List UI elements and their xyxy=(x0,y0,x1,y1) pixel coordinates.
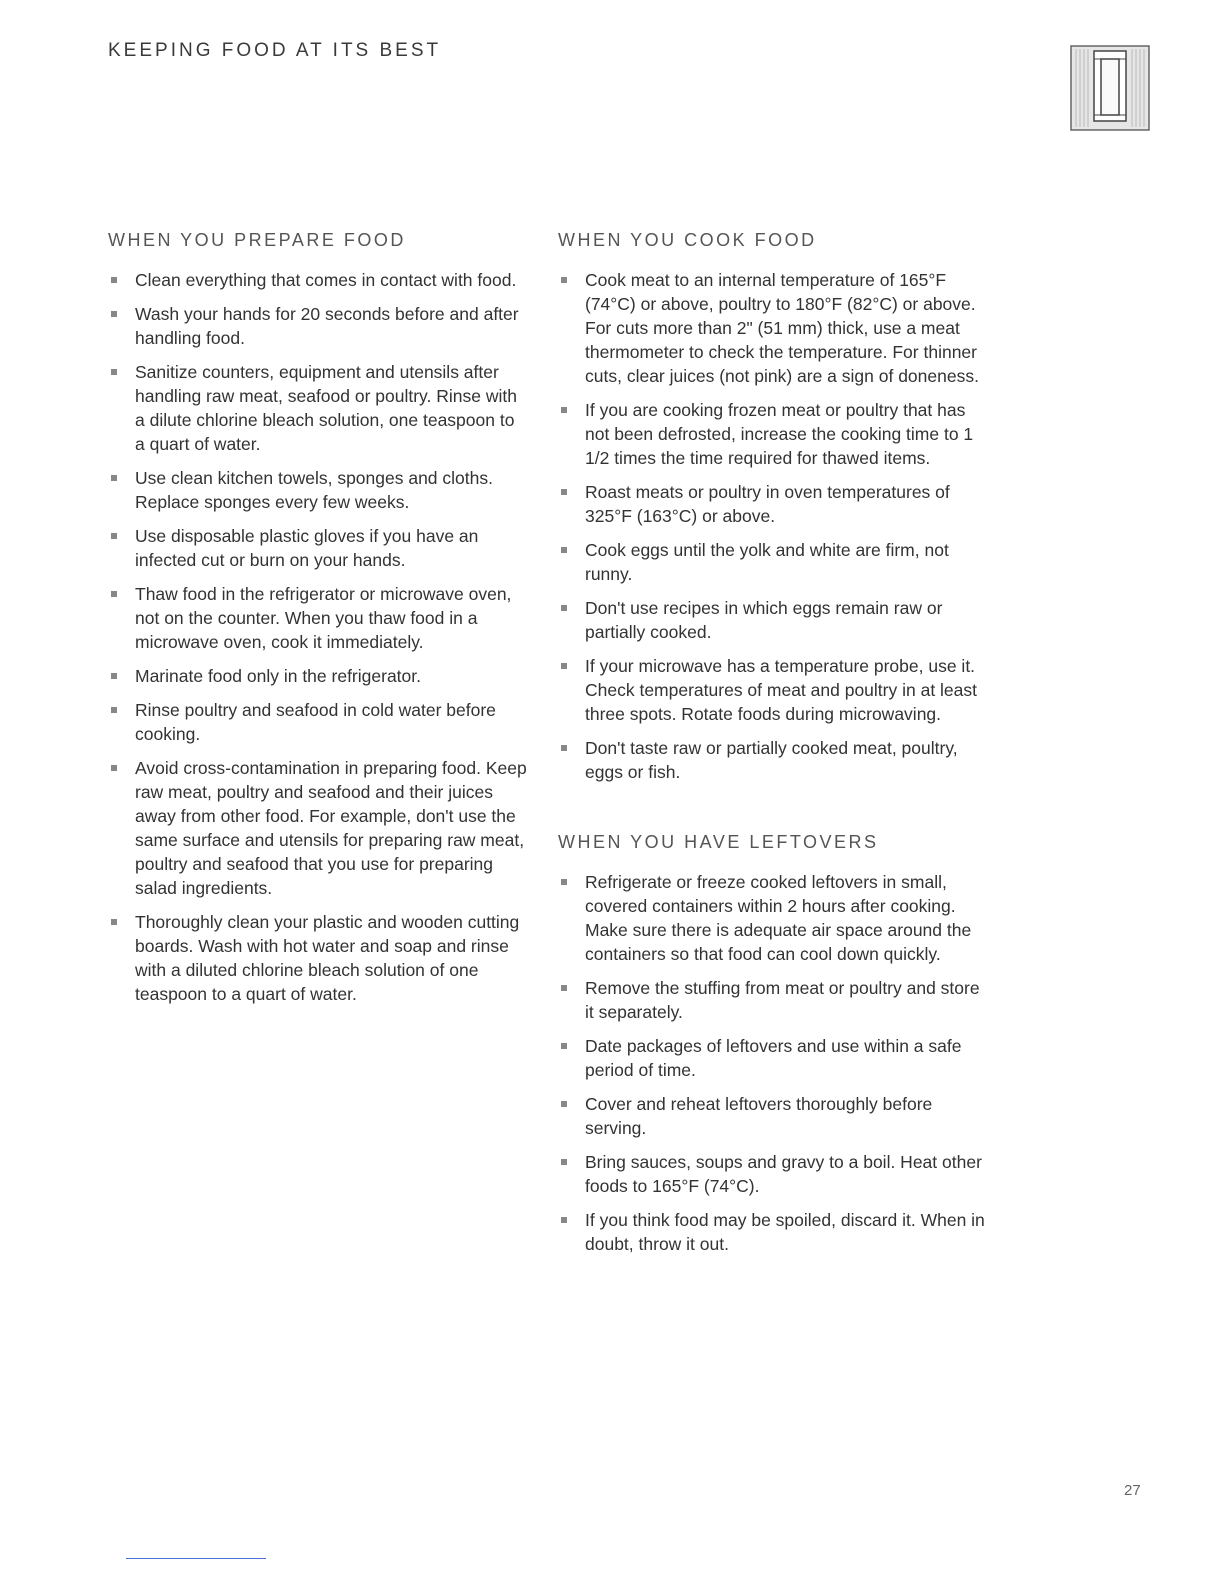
footer-divider xyxy=(126,1558,266,1559)
list-item: Cook meat to an internal temperature of 165°F (74°C) or above, poultry to 180°F (82°C) or above. For cuts more than 2" (51 mm) thick, use a meat thermometer to check the temperature. For thinner cuts, clear juices (not pink) are a sign of doneness. xyxy=(558,268,988,388)
page-number: 27 xyxy=(1124,1482,1141,1499)
list-item: Thaw food in the refrigerator or microwave oven, not on the counter. When you thaw food in a microwave oven, cook it immediately. xyxy=(108,582,528,654)
list-item: Use clean kitchen towels, sponges and cloths. Replace sponges every few weeks. xyxy=(108,466,528,514)
prepare-list xyxy=(108,268,528,1006)
list-item: Date packages of leftovers and use within a safe period of time. xyxy=(558,1034,988,1082)
list-item: Avoid cross-contamination in preparing food. Keep raw meat, poultry and seafood and their juices away from other food. For example, don't use the same surface and utensils for preparing raw meat, poultry and seafood that you use for preparing salad ingredients. xyxy=(108,756,528,900)
refrigerator-column-icon xyxy=(1070,45,1150,131)
list-item: If you are cooking frozen meat or poultry that has not been defrosted, increase the cooking time to 1 1/2 times the time required for thawed items. xyxy=(558,398,988,470)
list-item: If you think food may be spoiled, discard it. When in doubt, throw it out. xyxy=(558,1208,988,1256)
leftovers-list xyxy=(558,870,988,1256)
list-item: Bring sauces, soups and gravy to a boil. Heat other foods to 165°F (74°C). xyxy=(558,1150,988,1198)
prepare-column xyxy=(108,230,528,1016)
cook-heading: WHEN YOU COOK FOOD xyxy=(558,230,817,250)
list-item: Clean everything that comes in contact with food. xyxy=(108,268,528,292)
list-item: Use disposable plastic gloves if you have an infected cut or burn on your hands. xyxy=(108,524,528,572)
list-item: Cover and reheat leftovers thoroughly before serving. xyxy=(558,1092,988,1140)
cook-list xyxy=(558,268,988,784)
cook-column xyxy=(558,230,988,1266)
list-item: Thoroughly clean your plastic and wooden cutting boards. Wash with hot water and soap and rinse with a diluted chlorine bleach solution of one teaspoon to a quart of water. xyxy=(108,910,528,1006)
list-item: Marinate food only in the refrigerator. xyxy=(108,664,528,688)
list-item: Remove the stuffing from meat or poultry and store it separately. xyxy=(558,976,988,1024)
list-item: Wash your hands for 20 seconds before and after handling food. xyxy=(108,302,528,350)
list-item: Sanitize counters, equipment and utensils after handling raw meat, seafood or poultry. Rinse with a dilute chlorine bleach solution, one teaspoon to a quart of water. xyxy=(108,360,528,456)
list-item: Rinse poultry and seafood in cold water before cooking. xyxy=(108,698,528,746)
list-item: Don't use recipes in which eggs remain raw or partially cooked. xyxy=(558,596,988,644)
list-item: Don't taste raw or partially cooked meat, poultry, eggs or fish. xyxy=(558,736,988,784)
leftovers-heading: WHEN YOU HAVE LEFTOVERS xyxy=(558,832,879,852)
list-item: Cook eggs until the yolk and white are firm, not runny. xyxy=(558,538,988,586)
page-header-title: KEEPING FOOD AT ITS BEST xyxy=(108,40,442,61)
prepare-heading: WHEN YOU PREPARE FOOD xyxy=(108,230,406,250)
list-item: Roast meats or poultry in oven temperatures of 325°F (163°C) or above. xyxy=(558,480,988,528)
list-item: Refrigerate or freeze cooked leftovers in small, covered containers within 2 hours after cooking. Make sure there is adequate air space around the containers so that food can cool down quickly. xyxy=(558,870,988,966)
list-item: If your microwave has a temperature probe, use it. Check temperatures of meat and poultry in at least three spots. Rotate foods during microwaving. xyxy=(558,654,988,726)
